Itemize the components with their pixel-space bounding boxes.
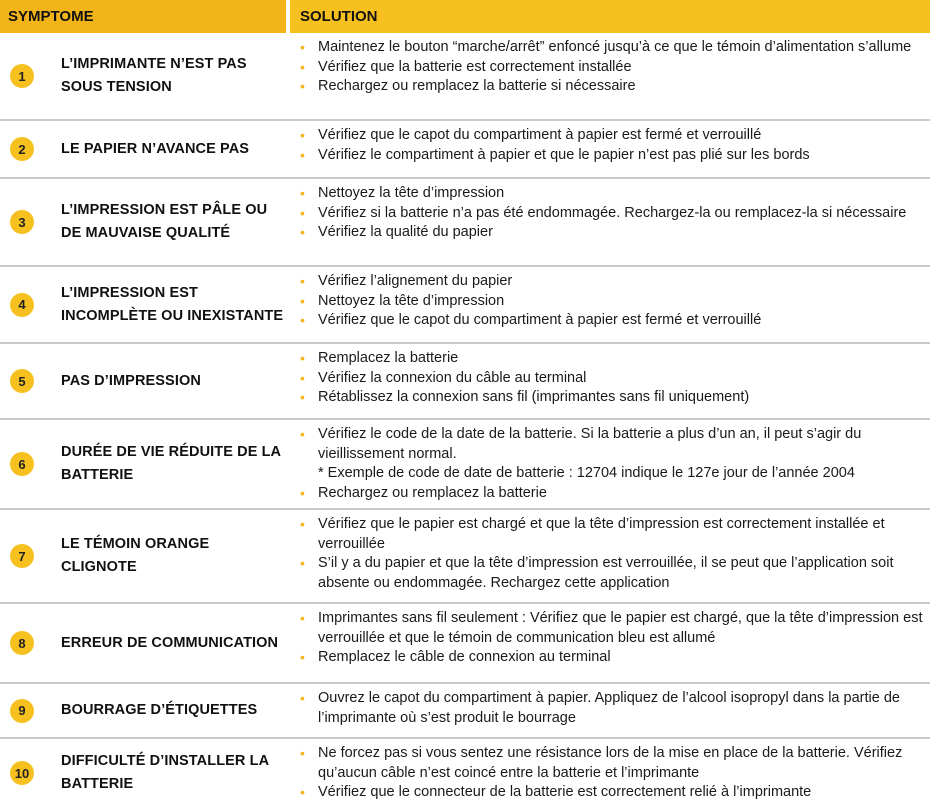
solution-list (300, 38, 930, 97)
table-row (0, 604, 930, 684)
row-number-badge: 8 (10, 631, 34, 655)
symptom-text: DIFFICULTÉ D’INSTALLER LA BATTERIE (61, 753, 269, 792)
symptom-text: LE PAPIER N’AVANCE PAS (61, 140, 250, 157)
solution-item: • Rechargez ou remplacez la batterie si nécessaire (300, 77, 930, 97)
solution-item: • Vérifiez si la batterie n’a pas été endommagée. Rechargez-la ou remplacez-la si nécessaire (300, 204, 930, 224)
solution-item: • S’il y a du papier et que la tête d’impression est verrouillée, il se peut que l’application soit absente ou endommagée. Rechargez cette application (300, 554, 930, 593)
solution-item: • Vérifiez que le connecteur de la batterie est correctement relié à l’imprimante (300, 783, 930, 803)
solution-item: • Imprimantes sans fil seulement : Vérifiez que le papier est chargé, que la tête d’impression est verrouillée et que le témoin de communication bleu est allumé (300, 609, 930, 648)
solution-note: * Exemple de code de date de batterie : 12704 indique le 127e jour de l’année 2004 (318, 465, 855, 481)
solution-cell (300, 510, 930, 602)
solution-item: • Vérifiez la qualité du papier (300, 223, 930, 243)
table-body (0, 33, 930, 807)
solution-cell (300, 33, 930, 119)
solution-item: • Ne forcez pas si vous sentez une résistance lors de la mise en place de la batterie. Vérifiez qu’aucun câble n’est coincé entre la batterie et l’imprimante (300, 744, 930, 783)
symptom-cell (0, 344, 300, 418)
solution-item: • Vérifiez que le papier est chargé et que la tête d’impression est correctement installée et verrouillée (300, 515, 930, 554)
symptom-text: DURÉE DE VIE RÉDUITE DE LA BATTERIE (61, 444, 281, 483)
symptom-cell (0, 267, 300, 342)
symptom-text: L’IMPRESSION EST PÂLE OU DE MAUVAISE QUALITÉ (61, 202, 268, 241)
header-solution: SOLUTION (290, 0, 930, 33)
solution-item: • Rechargez ou remplacez la batterie (300, 484, 930, 504)
row-number-badge: 7 (10, 544, 34, 568)
row-number-badge: 3 (10, 210, 34, 234)
symptom-text: BOURRAGE D’ÉTIQUETTES (61, 702, 258, 718)
symptom-text: ERREUR DE COMMUNICATION (61, 634, 279, 651)
solution-item: • Ouvrez le capot du compartiment à papier. Appliquez de l’alcool isopropyl dans la partie de l’imprimante où s’est produit le bourrage (300, 689, 930, 728)
symptom-text: L’IMPRIMANTE N’EST PAS SOUS TENSION (61, 56, 247, 95)
solution-list (300, 744, 930, 803)
solution-item: • Vérifiez que la batterie est correctement installée (300, 58, 930, 78)
symptom-text: PAS D’IMPRESSION (61, 372, 201, 389)
table-row (0, 420, 930, 510)
solution-list (300, 689, 930, 728)
solution-item: • Nettoyez la tête d’impression (300, 184, 930, 204)
table-row (0, 739, 930, 807)
solution-cell (300, 121, 930, 177)
row-number-badge: 6 (10, 452, 34, 476)
symptom-cell (0, 739, 300, 807)
header-symptom: SYMPTOME (0, 0, 286, 33)
solution-list (300, 184, 930, 243)
solution-item: • Vérifiez que le capot du compartiment à papier est fermé et verrouillé (300, 126, 930, 146)
table-row (0, 121, 930, 179)
symptom-text: L’IMPRESSION EST INCOMPLÈTE OU INEXISTANTE (61, 284, 284, 324)
symptom-text: LE TÉMOIN ORANGE CLIGNOTE (61, 536, 210, 575)
solution-item: • Vérifiez le compartiment à papier et que le papier n’est pas plié sur les bords (300, 146, 930, 166)
symptom-cell (0, 510, 300, 602)
symptom-cell (0, 604, 300, 682)
solution-list (300, 515, 930, 593)
table-row (0, 510, 930, 604)
solution-list (300, 126, 930, 165)
solution-item: • Nettoyez la tête d’impression (300, 292, 930, 312)
solution-list (300, 349, 930, 408)
solution-cell (300, 179, 930, 265)
solution-cell (300, 684, 930, 737)
solution-item: • Remplacez le câble de connexion au terminal (300, 648, 930, 668)
row-number-badge: 2 (10, 137, 34, 161)
solution-item: • Vérifiez le code de la date de la batterie. Si la batterie a plus d’un an, il peut s’agir du vieillissement normal. (300, 425, 930, 464)
row-number-badge: 10 (10, 761, 34, 785)
table-header (0, 0, 930, 33)
row-number-badge: 4 (10, 293, 34, 317)
row-number-badge: 1 (10, 64, 34, 88)
solution-cell (300, 344, 930, 418)
solution-cell (300, 267, 930, 342)
symptom-cell (0, 33, 300, 119)
symptom-cell (0, 179, 300, 265)
solution-cell (300, 420, 930, 508)
solution-item: • Vérifiez l’alignement du papier (300, 272, 930, 292)
symptom-cell (0, 684, 300, 737)
symptom-cell (0, 420, 300, 508)
row-number-badge: 9 (10, 699, 34, 723)
solution-cell (300, 739, 930, 807)
solution-item: • Rétablissez la connexion sans fil (imprimantes sans fil uniquement) (300, 388, 930, 408)
solution-item: • Vérifiez la connexion du câble au terminal (300, 369, 930, 389)
solution-list (300, 425, 930, 503)
table-row (0, 179, 930, 267)
solution-item: • Vérifiez que le capot du compartiment à papier est fermé et verrouillé (300, 311, 930, 331)
solution-list (300, 609, 930, 668)
symptom-cell (0, 121, 300, 177)
solution-item: • Remplacez la batterie (300, 349, 930, 369)
table-row (0, 267, 930, 344)
row-number-badge: 5 (10, 369, 34, 393)
table-row (0, 684, 930, 739)
table-row (0, 33, 930, 121)
solution-item: • Maintenez le bouton “marche/arrêt” enfoncé jusqu’à ce que le témoin d’alimentation s’allume (300, 38, 930, 58)
solution-list (300, 272, 930, 331)
solution-cell (300, 604, 930, 682)
table-row (0, 344, 930, 420)
